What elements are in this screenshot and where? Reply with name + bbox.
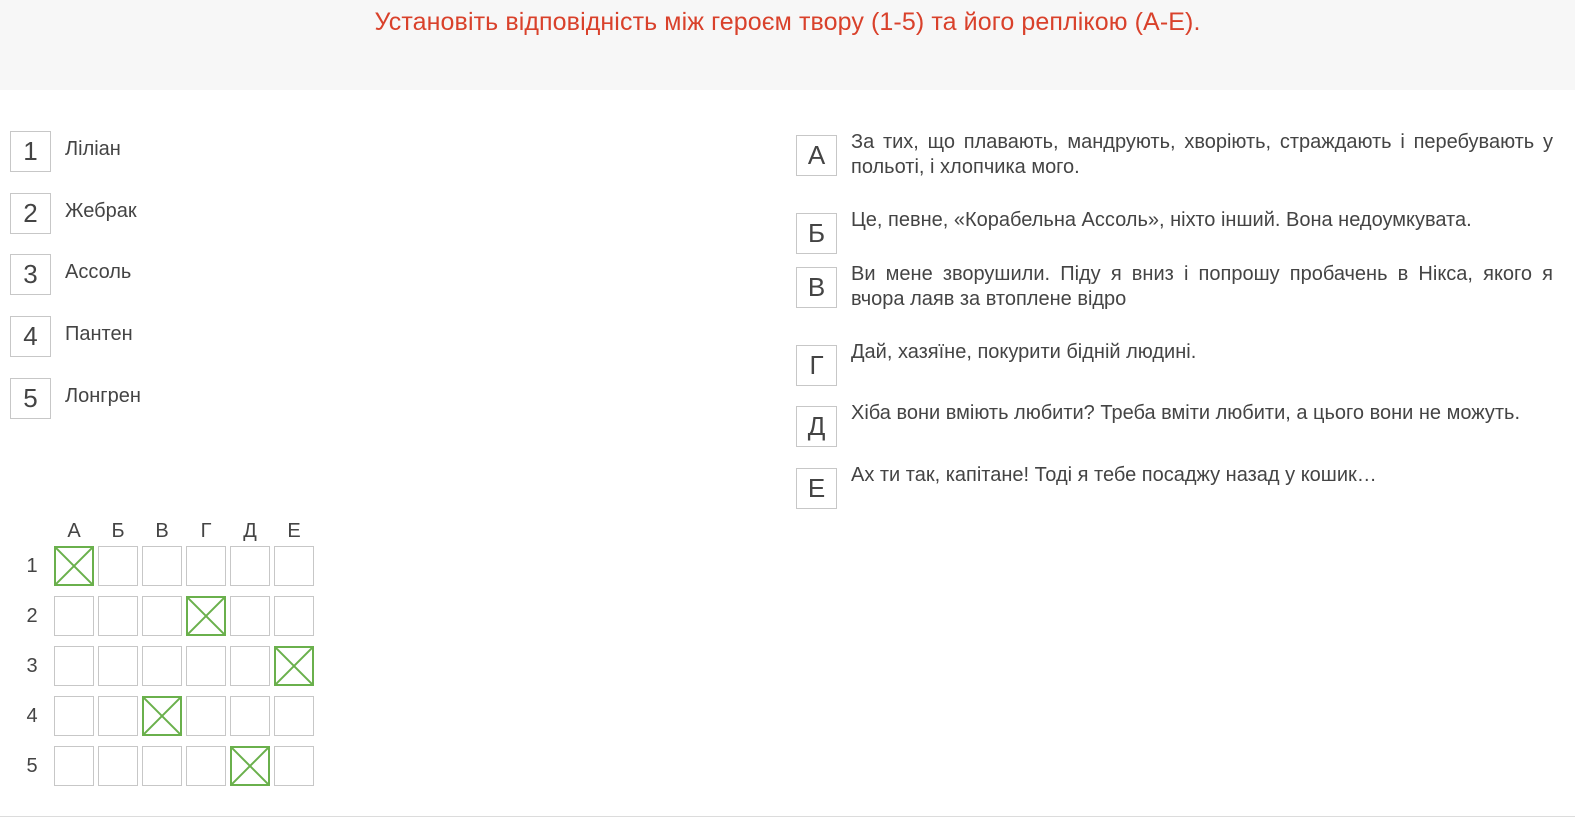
answer-cell-2-А[interactable] — [54, 596, 94, 636]
task-title: Установіть відповідність між героєм твору (1-5) та його реплікою (А-Е). — [374, 8, 1201, 36]
answer-cell-3-Е[interactable] — [274, 646, 314, 686]
grid-row-header: 3 — [26, 655, 38, 677]
hero-name: Пантен — [65, 323, 133, 346]
answer-cell-2-Д[interactable] — [230, 596, 270, 636]
answer-cell-1-Б[interactable] — [98, 546, 138, 586]
reply-letter-box: Е — [796, 468, 837, 509]
reply-letter-box: Д — [796, 406, 837, 447]
answer-cell-4-Г[interactable] — [186, 696, 226, 736]
answer-cell-5-Е[interactable] — [274, 746, 314, 786]
reply-text: Це, певне, «Корабельна Ассоль», ніхто інший. Вона недоумкувата. — [851, 209, 1472, 231]
check-cross-icon — [232, 748, 268, 784]
check-cross-icon — [188, 598, 224, 634]
hero-number-box: 1 — [10, 131, 51, 172]
reply-text: Ви мене зворушили. Піду я вниз і попрошу пробачень в Нікса, якого я вчора лаяв за втоплене відро — [851, 263, 1553, 310]
check-cross-icon — [144, 698, 180, 734]
grid-row-header: 2 — [26, 605, 38, 627]
hero-item-1 — [10, 131, 710, 172]
heroes-list — [10, 131, 710, 439]
hero-name: Ліліан — [65, 138, 121, 160]
reply-text: Ах ти так, капітане! Тоді я тебе посаджу назад у кошик… — [851, 464, 1377, 486]
grid-row-header: 1 — [26, 555, 38, 577]
grid-column-header: Г — [200, 520, 212, 542]
hero-number-box: 5 — [10, 378, 51, 419]
answer-cell-5-Б[interactable] — [98, 746, 138, 786]
task-header — [0, 0, 1575, 90]
answer-cell-5-Г[interactable] — [186, 746, 226, 786]
hero-name: Ассоль — [65, 261, 132, 284]
answer-cell-2-Г[interactable] — [186, 596, 226, 636]
grid-row-header: 4 — [26, 705, 38, 727]
answer-cell-1-Г[interactable] — [186, 546, 226, 586]
check-cross-icon — [56, 548, 92, 584]
answer-cell-3-Б[interactable] — [98, 646, 138, 686]
hero-name: Лонгрен — [65, 384, 141, 407]
bottom-divider — [0, 816, 1575, 817]
reply-letter-box: Г — [796, 345, 837, 386]
grid-column-header: Е — [287, 520, 301, 542]
grid-row-header: 5 — [26, 755, 38, 777]
reply-text: Дай, хазяїне, покурити бідній людині. — [851, 341, 1197, 363]
reply-text: Хіба вони вміють любити? Треба вміти любити, а цього вони не можуть. — [851, 402, 1520, 424]
answer-cell-5-В[interactable] — [142, 746, 182, 786]
hero-item-5 — [10, 378, 710, 419]
hero-number-box: 3 — [10, 254, 51, 295]
answer-cell-2-Б[interactable] — [98, 596, 138, 636]
reply-letter-box: Б — [796, 213, 837, 254]
answer-cell-2-Е[interactable] — [274, 596, 314, 636]
answer-cell-2-В[interactable] — [142, 596, 182, 636]
answer-cell-1-Д[interactable] — [230, 546, 270, 586]
answer-cell-4-А[interactable] — [54, 696, 94, 736]
answer-cell-3-В[interactable] — [142, 646, 182, 686]
answer-cell-3-А[interactable] — [54, 646, 94, 686]
answer-cell-4-Е[interactable] — [274, 696, 314, 736]
grid-column-header: Д — [243, 520, 257, 542]
hero-number-box: 4 — [10, 316, 51, 357]
answer-cell-4-В[interactable] — [142, 696, 182, 736]
answer-cell-5-А[interactable] — [54, 746, 94, 786]
answer-cell-5-Д[interactable] — [230, 746, 270, 786]
answer-cell-1-А[interactable] — [54, 546, 94, 586]
answer-cell-4-Д[interactable] — [230, 696, 270, 736]
check-cross-icon — [276, 648, 312, 684]
hero-item-2 — [10, 193, 710, 234]
hero-name: Жебрак — [65, 199, 137, 222]
reply-letter-box: В — [796, 267, 837, 308]
answer-cell-1-Е[interactable] — [274, 546, 314, 586]
hero-number-box: 2 — [10, 193, 51, 234]
reply-text: За тих, що плавають, мандрують, хворіють, страждають і перебувають у польоті, і хлопчика мого. — [851, 131, 1553, 178]
hero-item-3 — [10, 254, 710, 295]
answer-cell-3-Г[interactable] — [186, 646, 226, 686]
hero-item-4 — [10, 316, 710, 357]
grid-column-header: В — [155, 520, 169, 542]
answer-cell-1-В[interactable] — [142, 546, 182, 586]
reply-letter-box: А — [796, 135, 837, 176]
grid-column-header: Б — [111, 520, 125, 542]
answer-cell-4-Б[interactable] — [98, 696, 138, 736]
answer-cell-3-Д[interactable] — [230, 646, 270, 686]
grid-column-header: А — [67, 520, 81, 542]
